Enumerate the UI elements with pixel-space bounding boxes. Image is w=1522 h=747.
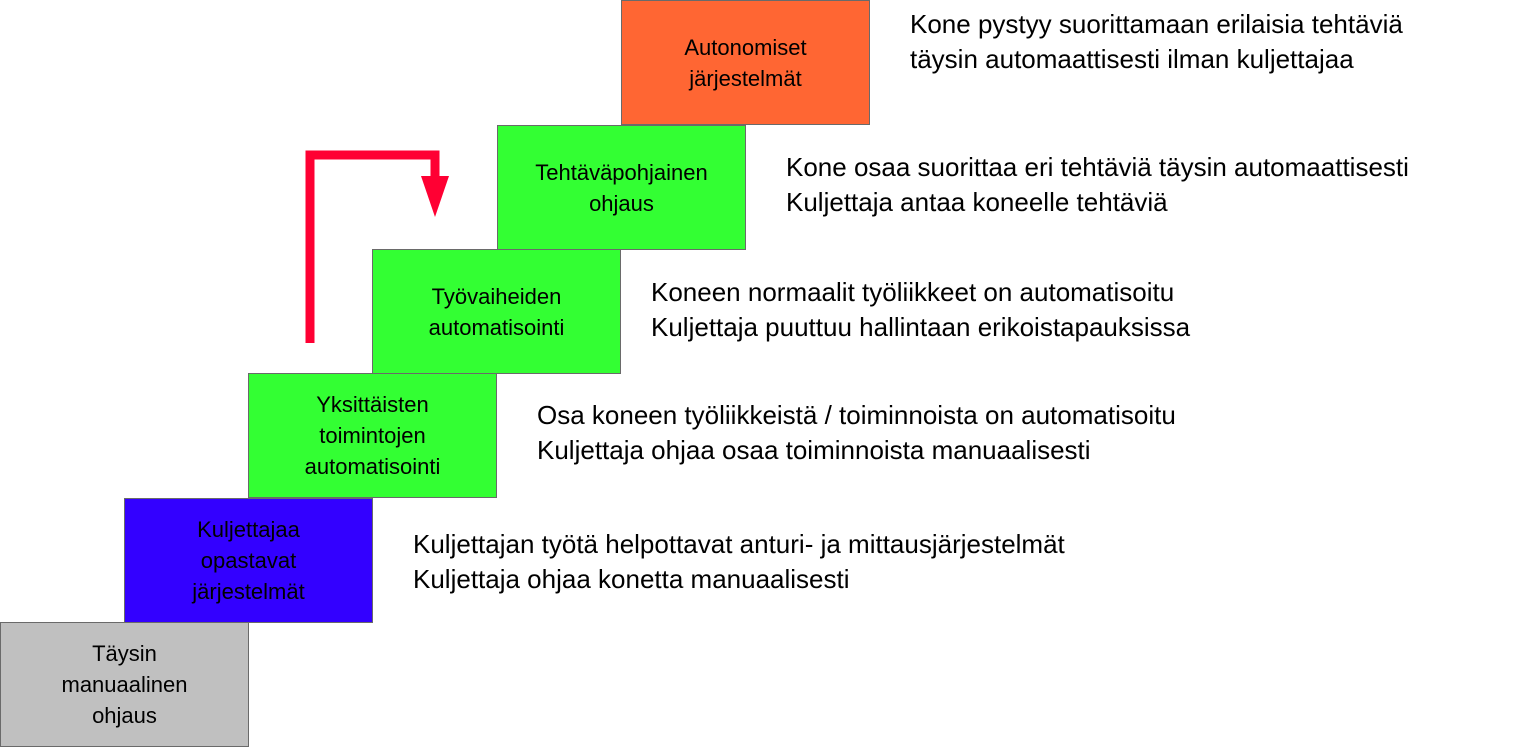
step-label: Yksittäisten toimintojen automatisointi <box>304 392 441 479</box>
desc-line: Koneen normaalit työliikkeet on automatisoitu <box>651 277 1175 307</box>
desc-line: Kuljettaja antaa koneelle tehtäviä <box>786 187 1168 217</box>
desc-line: Kuljettajan työtä helpottavat anturi- ja mittausjärjestelmät <box>413 529 1065 559</box>
desc-task-based-control <box>786 150 1409 220</box>
arrow-head-icon <box>421 176 449 217</box>
desc-line: Kuljettaja ohjaa konetta manuaalisesti <box>413 564 850 594</box>
step-label: Täysin manuaalinen ohjaus <box>61 641 188 728</box>
step-work-phase-automation <box>372 249 621 374</box>
step-label: Kuljettajaa opastavat järjestelmät <box>192 517 305 604</box>
step-single-function-automation <box>248 373 497 498</box>
desc-line: Kuljettaja ohjaa osaa toiminnoista manuaalisesti <box>537 435 1091 465</box>
desc-line: Kuljettaja puuttuu hallintaan erikoistapauksissa <box>651 312 1191 342</box>
desc-line: täysin automaattisesti ilman kuljettajaa <box>910 44 1354 74</box>
step-manual-control <box>0 622 249 747</box>
step-task-based-control <box>497 125 746 250</box>
desc-operator-guidance <box>413 527 1065 597</box>
step-label: Tehtäväpohjainen ohjaus <box>535 159 708 216</box>
desc-work-phase-automation <box>651 275 1190 345</box>
desc-line: Osa koneen työliikkeistä / toiminnoista on automatisoitu <box>537 400 1176 430</box>
desc-single-function-automation <box>537 398 1176 468</box>
step-operator-guidance-systems <box>124 498 373 623</box>
desc-autonomous-systems <box>910 7 1403 77</box>
desc-line: Kone pystyy suorittamaan erilaisia tehtäviä <box>910 9 1403 39</box>
step-label: Autonomiset järjestelmät <box>684 34 807 91</box>
step-label: Työvaiheiden automatisointi <box>428 283 565 340</box>
step-autonomous-systems <box>621 0 870 125</box>
desc-line: Kone osaa suorittaa eri tehtäviä täysin automaattisesti <box>786 152 1409 182</box>
